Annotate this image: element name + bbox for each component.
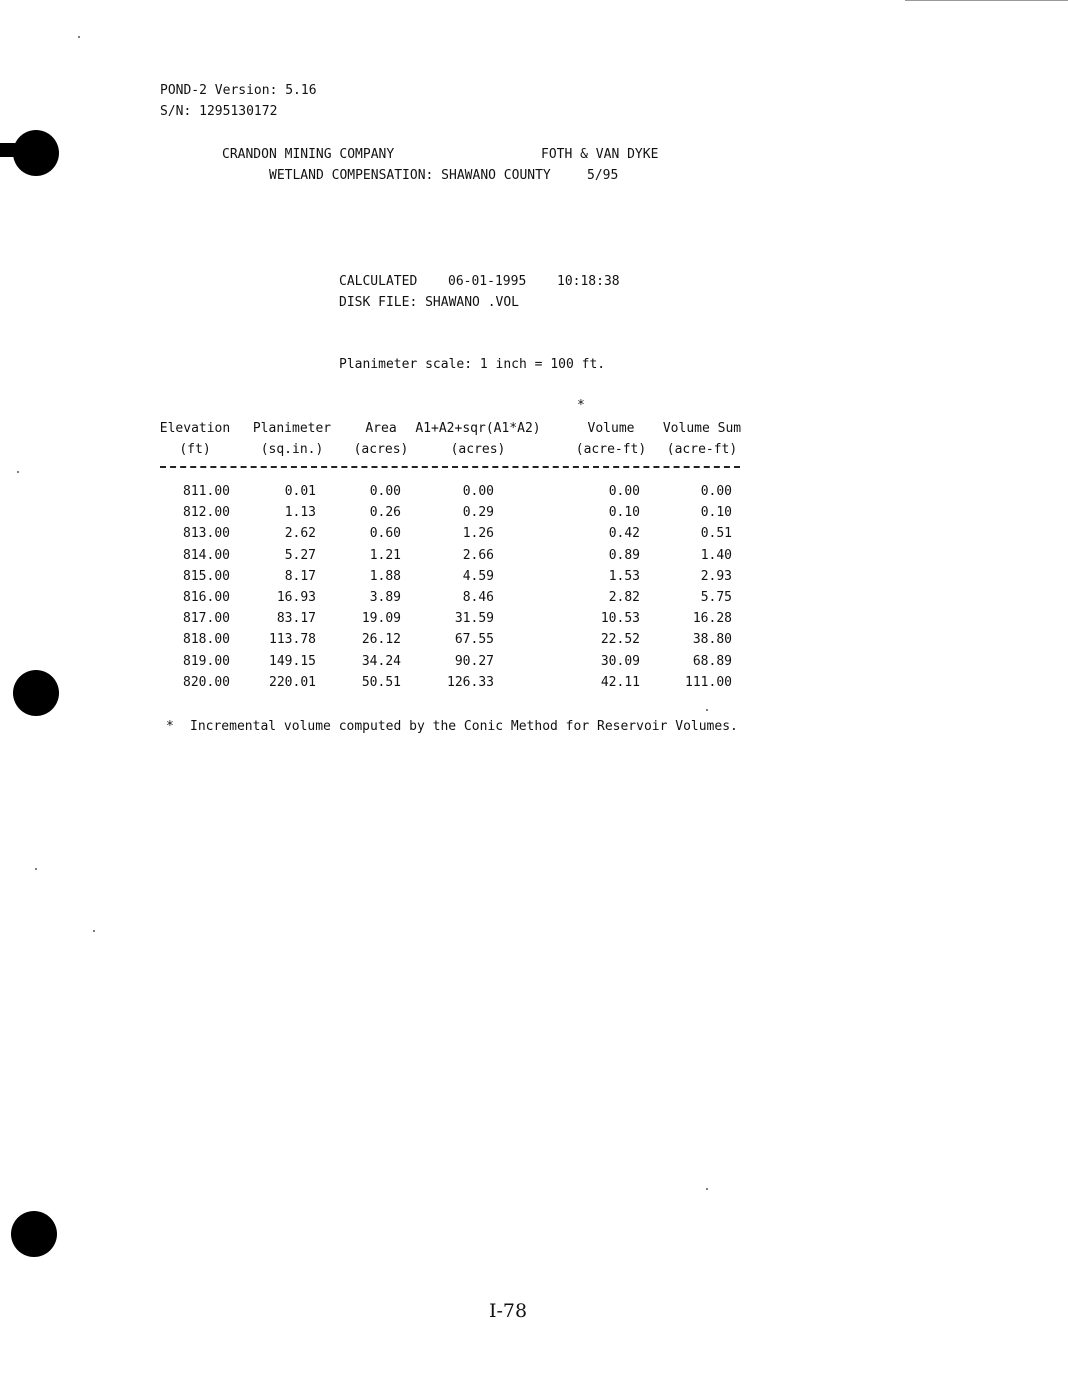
project-title: WETLAND COMPENSATION: SHAWANO COUNTY	[269, 168, 551, 183]
column-header-area: Area	[365, 421, 397, 436]
table-row	[0, 632, 1068, 653]
cell-volume: 22.52	[600, 632, 640, 648]
cell-planimeter: 113.78	[269, 632, 316, 648]
cell-area: 34.24	[361, 653, 401, 669]
table-row	[0, 484, 1068, 505]
table-row	[0, 548, 1068, 569]
cell-volume-sum: 16.28	[692, 611, 732, 627]
cell-area: 19.09	[361, 611, 401, 627]
cell-conic-sum: 0.00	[462, 484, 494, 499]
cell-area: 3.89	[369, 590, 401, 605]
cell-volume-sum: 0.10	[700, 505, 732, 521]
planimeter-scale-note: Planimeter scale: 1 inch = 100 ft.	[339, 357, 606, 372]
cell-volume: 30.09	[600, 653, 640, 669]
cell-volume: 0.10	[608, 505, 640, 521]
cell-elevation: 812.00	[183, 505, 230, 521]
cell-planimeter: 149.15	[269, 653, 316, 669]
cell-volume-sum: 1.40	[700, 547, 732, 563]
cell-elevation: 811.00	[183, 484, 230, 499]
cell-elevation: 816.00	[183, 590, 230, 605]
binder-hole-top	[13, 130, 59, 176]
calculated-time: 10:18:38	[557, 274, 620, 289]
scan-speck	[17, 471, 19, 473]
cell-area: 0.26	[369, 505, 401, 521]
cell-area: 1.88	[369, 568, 401, 584]
cell-elevation: 815.00	[183, 568, 230, 584]
program-version: POND-2 Version: 5.16	[160, 83, 317, 98]
cell-volume-sum: 0.00	[700, 484, 732, 499]
cell-elevation: 813.00	[183, 526, 230, 542]
firm-name: FOTH & VAN DYKE	[541, 147, 659, 162]
cell-planimeter: 5.27	[284, 547, 316, 563]
cell-planimeter: 8.17	[284, 568, 316, 584]
column-header-volume-sum: Volume Sum	[662, 421, 742, 436]
column-header-conic-sum: A1+A2+sqr(A1*A2)	[415, 421, 541, 436]
cell-elevation: 820.00	[183, 674, 230, 690]
cell-elevation: 814.00	[183, 547, 230, 563]
cell-elevation: 818.00	[183, 632, 230, 648]
cell-conic-sum: 8.46	[462, 590, 494, 605]
cell-conic-sum: 0.29	[462, 505, 494, 521]
cell-conic-sum: 67.55	[454, 632, 494, 648]
disk-file: DISK FILE: SHAWANO .VOL	[339, 295, 520, 310]
page-number: I-78	[489, 1300, 528, 1322]
cell-planimeter: 16.93	[276, 590, 316, 605]
calculated-label: CALCULATED	[339, 274, 418, 289]
cell-conic-sum: 2.66	[462, 547, 494, 563]
cell-planimeter: 83.17	[276, 611, 316, 627]
calculated-date: 06-01-1995	[448, 274, 527, 289]
column-unit-volume: (acre-ft)	[575, 442, 647, 457]
table-row	[0, 611, 1068, 632]
cell-area: 0.00	[369, 484, 401, 499]
cell-volume: 10.53	[600, 611, 640, 627]
cell-planimeter: 2.62	[284, 526, 316, 542]
cell-area: 50.51	[361, 674, 401, 690]
scan-speck	[93, 930, 95, 932]
table-row	[0, 675, 1068, 696]
table-row	[0, 654, 1068, 675]
cell-volume-sum: 111.00	[685, 674, 732, 690]
cell-volume-sum: 2.93	[700, 568, 732, 584]
scan-edge-line	[905, 0, 1068, 1]
cell-volume: 2.82	[608, 590, 640, 605]
table-row	[0, 526, 1068, 547]
cell-volume-sum: 0.51	[700, 526, 732, 542]
column-unit-planimeter: (sq.in.)	[260, 442, 324, 457]
cell-volume-sum: 68.89	[692, 653, 732, 669]
cell-volume-sum: 38.80	[692, 632, 732, 648]
scan-speck	[706, 1188, 708, 1190]
cell-volume: 0.00	[608, 484, 640, 499]
table-row	[0, 569, 1068, 590]
company-name: CRANDON MINING COMPANY	[222, 147, 395, 162]
header-divider	[160, 466, 740, 468]
cell-volume: 0.42	[608, 526, 640, 542]
cell-area: 0.60	[369, 526, 401, 542]
footnote-marker: *	[166, 719, 174, 734]
binder-hole-tear	[0, 143, 20, 157]
cell-conic-sum: 1.26	[462, 526, 494, 542]
table-row	[0, 590, 1068, 611]
project-date: 5/95	[587, 168, 619, 183]
column-header-planimeter: Planimeter	[252, 421, 332, 436]
cell-planimeter: 220.01	[269, 674, 316, 690]
cell-volume-sum: 5.75	[700, 590, 732, 605]
cell-elevation: 817.00	[183, 611, 230, 627]
scan-speck	[35, 868, 37, 870]
footnote-text: Incremental volume computed by the Conic Method for Reservoir Volumes.	[190, 719, 738, 734]
cell-volume: 0.89	[608, 547, 640, 563]
column-unit-elevation: (ft)	[179, 442, 211, 457]
cell-planimeter: 0.01	[284, 484, 316, 499]
binder-hole-bottom	[11, 1211, 57, 1257]
cell-area: 1.21	[369, 547, 401, 563]
scan-speck	[78, 36, 80, 38]
column-unit-area: (acres)	[353, 442, 409, 457]
column-header-volume: Volume	[587, 421, 635, 436]
table-row	[0, 505, 1068, 526]
cell-conic-sum: 126.33	[447, 674, 494, 690]
cell-conic-sum: 31.59	[454, 611, 494, 627]
cell-conic-sum: 4.59	[462, 568, 494, 584]
scan-speck	[706, 709, 708, 711]
column-unit-conic-sum: (acres)	[450, 442, 506, 457]
serial-number: S/N: 1295130172	[160, 104, 278, 119]
column-header-elevation: Elevation	[159, 421, 231, 436]
volume-footnote-marker: *	[577, 398, 585, 413]
cell-area: 26.12	[361, 632, 401, 648]
cell-volume: 1.53	[608, 568, 640, 584]
cell-planimeter: 1.13	[284, 505, 316, 521]
column-unit-volume-sum: (acre-ft)	[666, 442, 738, 457]
cell-conic-sum: 90.27	[454, 653, 494, 669]
cell-elevation: 819.00	[183, 653, 230, 669]
cell-volume: 42.11	[600, 674, 640, 690]
